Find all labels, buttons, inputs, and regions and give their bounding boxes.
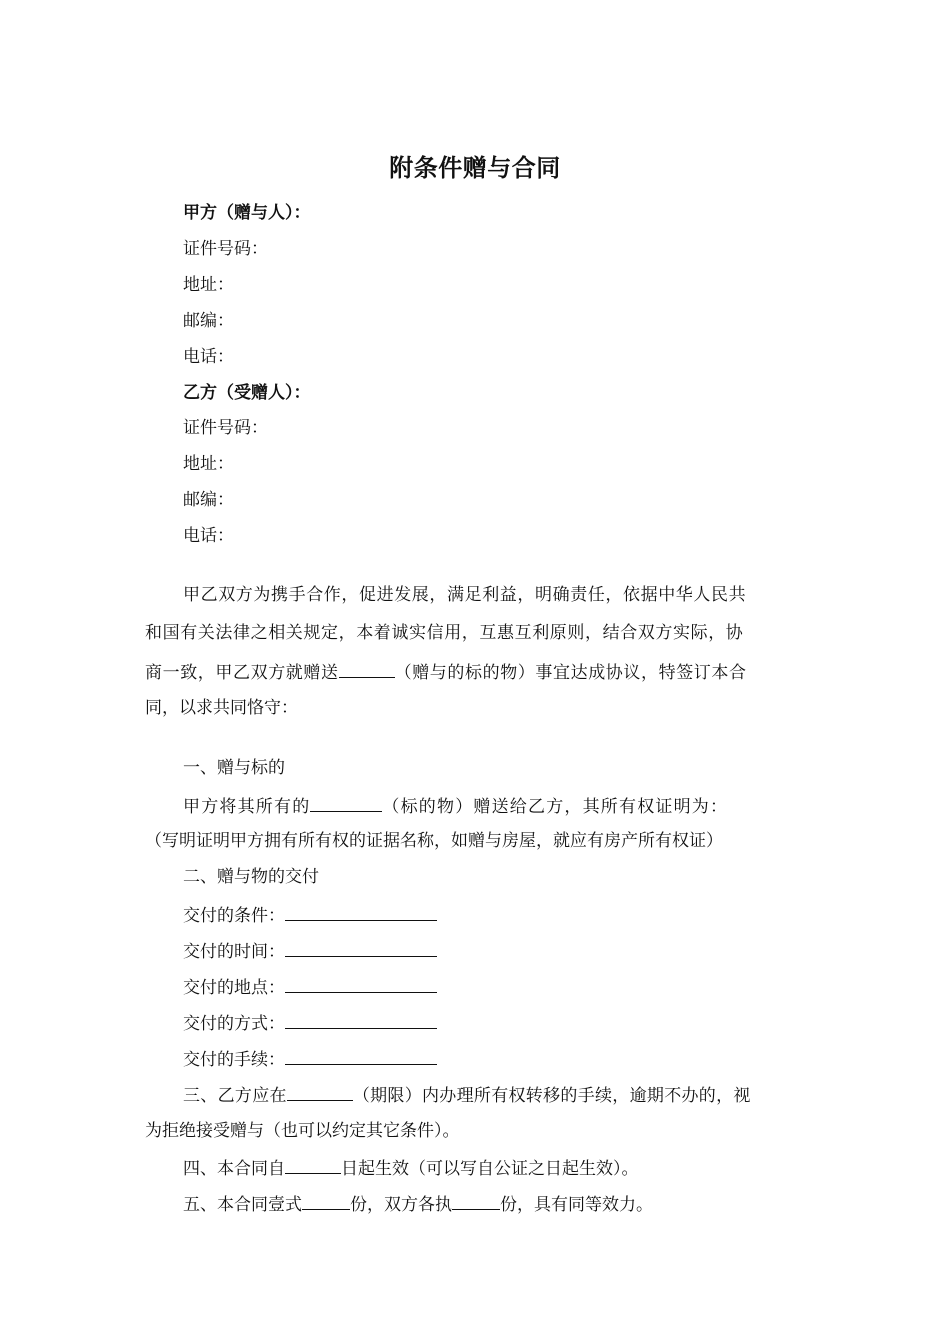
section-5-line [183, 1191, 653, 1217]
party-b-postcode-label: 邮编： [183, 490, 234, 510]
party-a-heading: 甲方（赠与人）： [183, 203, 311, 223]
preamble-line-4: 同，以求共同恪守： [145, 698, 298, 718]
section-2-heading: 二、赠与物的交付 [183, 867, 319, 887]
section-5-text-b: 份，双方各执 [350, 1195, 452, 1215]
document-title: 附条件赠与合同 [389, 154, 561, 182]
delivery-method-row [183, 1010, 437, 1036]
section-1-line-1 [183, 793, 728, 819]
section-3-line-2: 为拒绝接受赠与（也可以约定其它条件）。 [145, 1121, 460, 1141]
delivery-place-row [183, 974, 437, 1000]
delivery-method-blank [285, 1010, 437, 1029]
party-a-phone-label: 电话： [183, 347, 234, 367]
gift-object-blank [339, 659, 395, 678]
party-a-postcode-label: 邮编： [183, 311, 234, 331]
section-1-line-2: （写明证明甲方拥有所有权的证据名称，如赠与房屋，就应有房产所有权证） [145, 831, 723, 851]
delivery-time-row [183, 938, 437, 964]
section-3-line-1 [183, 1082, 751, 1108]
party-a-address-label: 地址： [183, 275, 234, 295]
preamble-line-3-a: 商一致，甲乙双方就赠送 [145, 663, 339, 683]
preamble-line-3 [145, 659, 747, 685]
delivery-place-blank [285, 974, 437, 993]
copies-each-blank [452, 1191, 500, 1210]
delivery-place-label: 交付的地点： [183, 978, 285, 998]
delivery-procedure-label: 交付的手续： [183, 1050, 285, 1070]
delivery-condition-blank [285, 902, 437, 921]
delivery-procedure-blank [285, 1046, 437, 1065]
effective-date-blank [285, 1155, 341, 1174]
party-b-id-label: 证件号码： [183, 418, 268, 438]
section-4-line [183, 1155, 639, 1181]
delivery-condition-row [183, 902, 437, 928]
delivery-procedure-row [183, 1046, 437, 1072]
section-1-object-blank [310, 793, 382, 812]
delivery-method-label: 交付的方式： [183, 1014, 285, 1034]
preamble-line-1: 甲乙双方为携手合作，促进发展，满足利益，明确责任，依据中华人民共 [183, 585, 747, 605]
section-4-text-a: 四、本合同自 [183, 1159, 285, 1179]
party-b-heading: 乙方（受赠人）： [183, 383, 311, 403]
delivery-time-blank [285, 938, 437, 957]
delivery-time-label: 交付的时间： [183, 942, 285, 962]
section-3-line-1-a: 三、乙方应在 [183, 1086, 287, 1106]
preamble-line-2: 和国有关法律之相关规定，本着诚实信用，互惠互利原则，结合双方实际，协 [145, 623, 744, 643]
section-5-text-c: 份，具有同等效力。 [500, 1195, 653, 1215]
copies-total-blank [302, 1191, 350, 1210]
section-1-line-1-b: （标的物）赠送给乙方，其所有权证明为： [382, 797, 729, 817]
party-b-address-label: 地址： [183, 454, 234, 474]
section-4-text-b: 日起生效（可以写自公证之日起生效）。 [341, 1159, 639, 1179]
party-a-id-label: 证件号码： [183, 239, 268, 259]
section-3-line-1-b: （期限）内办理所有权转移的手续，逾期不办的，视 [352, 1086, 751, 1106]
section-1-heading: 一、赠与标的 [183, 758, 285, 778]
section-5-text-a: 五、本合同壹式 [183, 1195, 302, 1215]
party-b-phone-label: 电话： [183, 526, 234, 546]
section-1-line-1-a: 甲方将其所有的 [183, 797, 311, 817]
delivery-condition-label: 交付的条件： [183, 906, 285, 926]
period-blank [287, 1082, 353, 1101]
preamble-line-3-b: （赠与的标的物）事宜达成协议，特签订本合 [394, 663, 747, 683]
